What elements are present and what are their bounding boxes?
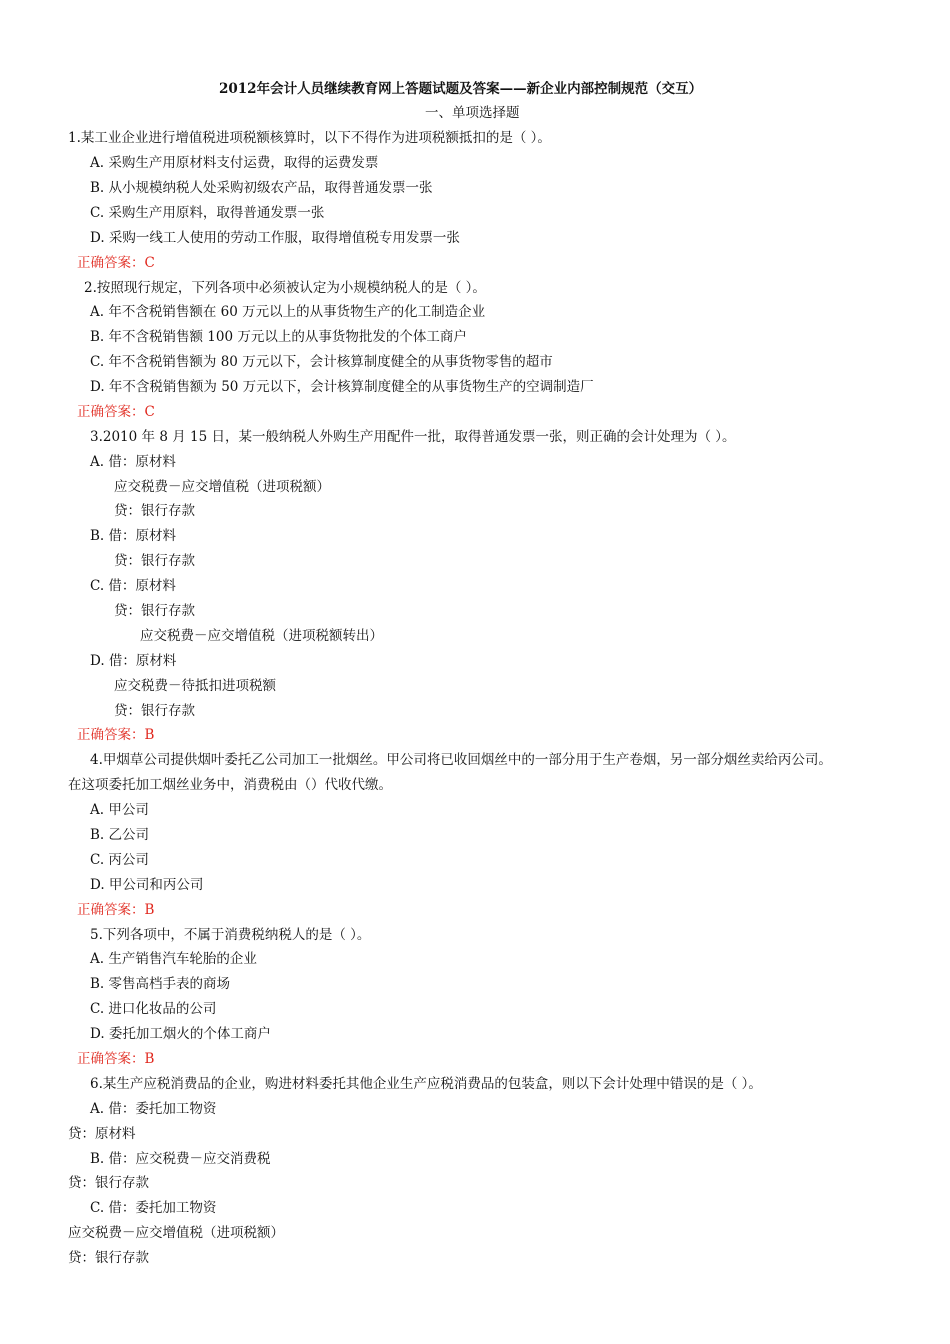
option-5d: D. 委托加工烟火的个体工商户 [90, 1026, 271, 1042]
answer-5: 正确答案：B [77, 1051, 155, 1067]
option-3c-line2: 贷：银行存款 [114, 603, 195, 619]
option-3d-line3: 贷：银行存款 [114, 703, 195, 719]
option-6b: B. 借：应交税费－应交消费税 [90, 1151, 271, 1167]
question-2: 2.按照现行规定，下列各项中必须被认定为小规模纳税人的是（ ）。 [84, 280, 486, 296]
option-5a: A. 生产销售汽车轮胎的企业 [90, 951, 257, 967]
question-6: 6.某生产应税消费品的企业，购进材料委托其他企业生产应税消费品的包装盒，则以下会计处理中错误的是（ ）。 [90, 1076, 762, 1092]
option-3a-line3: 贷：银行存款 [114, 503, 195, 519]
option-6a: A. 借：委托加工物资 [90, 1101, 217, 1117]
option-3a-line2: 应交税费－应交增值税（进项税额） [114, 479, 330, 495]
option-3a: A. 借：原材料 [90, 454, 176, 470]
option-2d: D. 年不含税销售额为 50 万元以下，会计核算制度健全的从事货物生产的空调制造厂 [90, 379, 594, 395]
question-1: 1.某工业企业进行增值税进项税额核算时，以下不得作为进项税额抵扣的是（ ）。 [68, 130, 551, 146]
option-2b: B. 年不含税销售额 100 万元以上的从事货物批发的个体工商户 [90, 329, 467, 345]
question-5: 5.下列各项中，不属于消费税纳税人的是（ ）。 [90, 927, 371, 943]
answer-1: 正确答案：C [77, 255, 155, 271]
option-3b: B. 借：原材料 [90, 528, 177, 544]
option-6c-line3: 贷：银行存款 [68, 1250, 149, 1266]
document-title: 2012年会计人员继续教育网上答题试题及答案——新企业内部控制规范（交互） [219, 81, 703, 97]
question-3: 3.2010 年 8 月 15 日，某一般纳税人外购生产用配件一批，取得普通发票一张，则正确的会计处理为（ ）。 [90, 429, 736, 445]
option-3c: C. 借：原材料 [90, 578, 176, 594]
section-heading: 一、单项选择题 [425, 105, 520, 121]
option-5c: C. 进口化妆品的公司 [90, 1001, 217, 1017]
option-3d: D. 借：原材料 [90, 653, 177, 669]
option-2a: A. 年不含税销售额在 60 万元以上的从事货物生产的化工制造企业 [90, 304, 486, 320]
option-4c: C. 丙公司 [90, 852, 149, 868]
option-3d-line2: 应交税费－待抵扣进项税额 [114, 678, 276, 694]
option-5b: B. 零售高档手表的商场 [90, 976, 231, 992]
option-1b: B. 从小规模纳税人处采购初级农产品，取得普通发票一张 [90, 180, 433, 196]
question-4: 4.甲烟草公司提供烟叶委托乙公司加工一批烟丝。甲公司将已收回烟丝中的一部分用于生产卷烟，另一部分烟丝卖给丙公司。 [90, 752, 832, 768]
option-6c: C. 借：委托加工物资 [90, 1200, 217, 1216]
option-6a-line2: 贷：原材料 [68, 1126, 136, 1142]
option-6b-line2: 贷：银行存款 [68, 1175, 149, 1191]
option-1c: C. 采购生产用原料，取得普通发票一张 [90, 205, 325, 221]
option-3c-line3: 应交税费－应交增值税（进项税额转出） [140, 628, 383, 644]
option-4a: A. 甲公司 [90, 802, 149, 818]
answer-3: 正确答案：B [77, 727, 155, 743]
answer-4: 正确答案：B [77, 902, 155, 918]
option-4d: D. 甲公司和丙公司 [90, 877, 204, 893]
option-1a: A. 采购生产用原材料支付运费，取得的运费发票 [90, 155, 379, 171]
option-6c-line2: 应交税费－应交增值税（进项税额） [68, 1225, 284, 1241]
option-1d: D. 采购一线工人使用的劳动工作服，取得增值税专用发票一张 [90, 230, 460, 246]
option-3b-line2: 贷：银行存款 [114, 553, 195, 569]
question-4-line2: 在这项委托加工烟丝业务中，消费税由（）代收代缴。 [68, 777, 392, 793]
option-2c: C. 年不含税销售额为 80 万元以下，会计核算制度健全的从事货物零售的超市 [90, 354, 553, 370]
option-4b: B. 乙公司 [90, 827, 150, 843]
answer-2: 正确答案：C [77, 404, 155, 420]
